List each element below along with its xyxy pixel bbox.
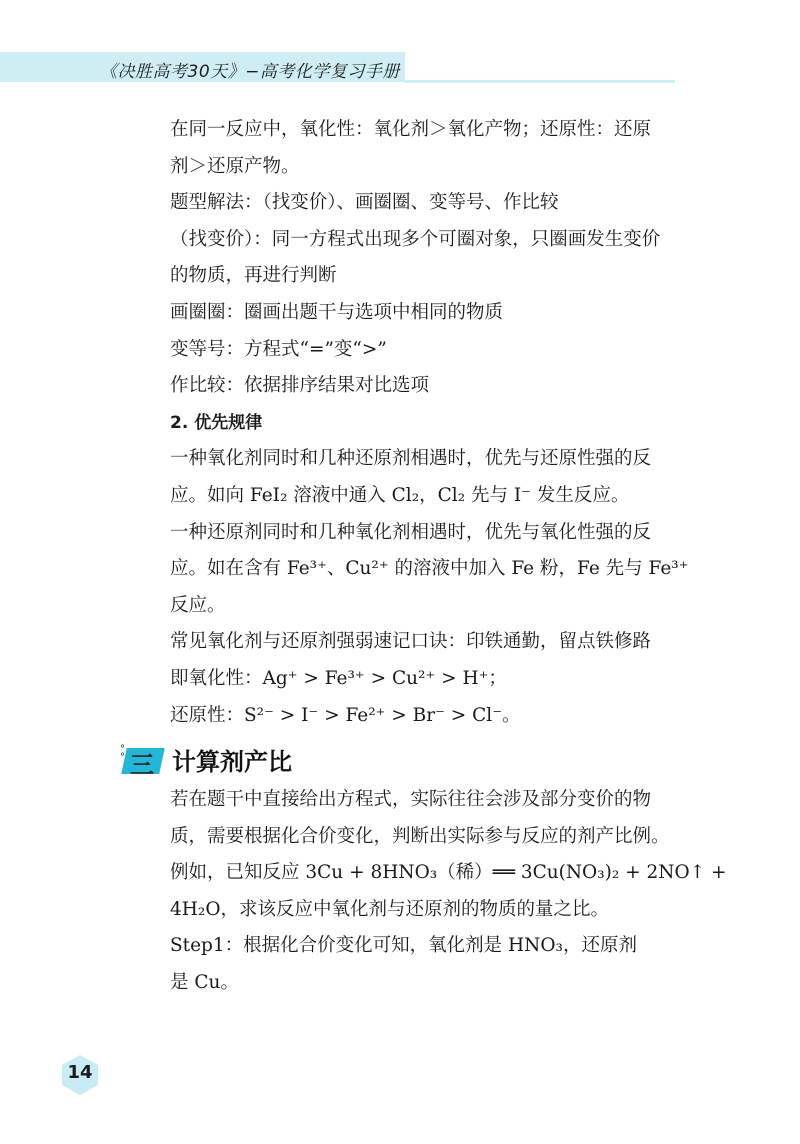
page-body [120, 112, 727, 1002]
text-line: 变等号：方程式“=”变“>” [170, 338, 387, 360]
text-line: 作比较：依据排序结果对比选项 [170, 375, 430, 397]
section-title: 计算剂产比 [172, 748, 292, 777]
running-header-title: 《决胜高考30天》−高考化学复习手册 [100, 62, 400, 82]
header-rule [405, 80, 675, 83]
text-line: 即氧化性：Ag⁺ > Fe³⁺ > Cu²⁺ > H⁺； [170, 667, 507, 689]
text-line: Step1：根据化合价变化可知，氧化剂是 HNO₃，还原剂 [170, 935, 637, 957]
badge-dots-icon: ° ° [120, 744, 125, 764]
text-line: 反应。 [170, 594, 226, 616]
text-line: （找变价）：同一方程式出现多个可圈对象，只圈画发生变价 [170, 228, 661, 250]
text-line: 应。如在含有 Fe³⁺、Cu²⁺ 的溶液中加入 Fe 粉，Fe 先与 Fe³⁺ [170, 558, 689, 580]
text-line: 质，需要根据化合价变化，判断出实际参与反应的剂产比例。 [170, 825, 670, 847]
text-line: 一种氧化剂同时和几种还原剂相遇时，优先与还原性强的反 [170, 448, 652, 470]
text-line: 在同一反应中，氧化性：氧化剂＞氧化产物；还原性：还原 [170, 119, 652, 140]
section-heading [120, 736, 690, 782]
text-line: 一种还原剂同时和几种氧化剂相遇时，优先与氧化性强的反 [170, 521, 652, 543]
text-line: 画圈圈：圈画出题干与选项中相同的物质 [170, 301, 504, 323]
subheading-priority-rule: 2. 优先规律 [170, 412, 263, 433]
text-line: 例如，已知反应 3Cu + 8HNO₃（稀）══ 3Cu(NO₃)₂ + 2NO↑ + [170, 862, 727, 884]
text-line: 题型解法：（找变价）、画圈圈、变等号、作比较 [170, 192, 559, 214]
page-number: 14 [67, 1062, 93, 1083]
section-number: 三 [130, 751, 154, 780]
text-line: 常见氧化剂与还原剂强弱速记口诀：印铁通勤，留点铁修路 [170, 631, 652, 653]
text-line: 是 Cu。 [170, 972, 239, 994]
text-line: 应。如向 FeI₂ 溶液中通入 Cl₂，Cl₂ 先与 I⁻ 发生反应。 [170, 484, 630, 506]
text-line: 4H₂O，求该反应中氧化剂与还原剂的物质的量之比。 [170, 898, 609, 920]
text-line: 若在题干中直接给出方程式，实际往往会涉及部分变价的物 [170, 789, 652, 811]
text-line: 还原性：S²⁻ > I⁻ > Fe²⁺ > Br⁻ > Cl⁻。 [170, 704, 521, 726]
text-line: 的物质，再进行判断 [170, 265, 337, 287]
text-line: 剂＞还原产物。 [170, 155, 300, 177]
